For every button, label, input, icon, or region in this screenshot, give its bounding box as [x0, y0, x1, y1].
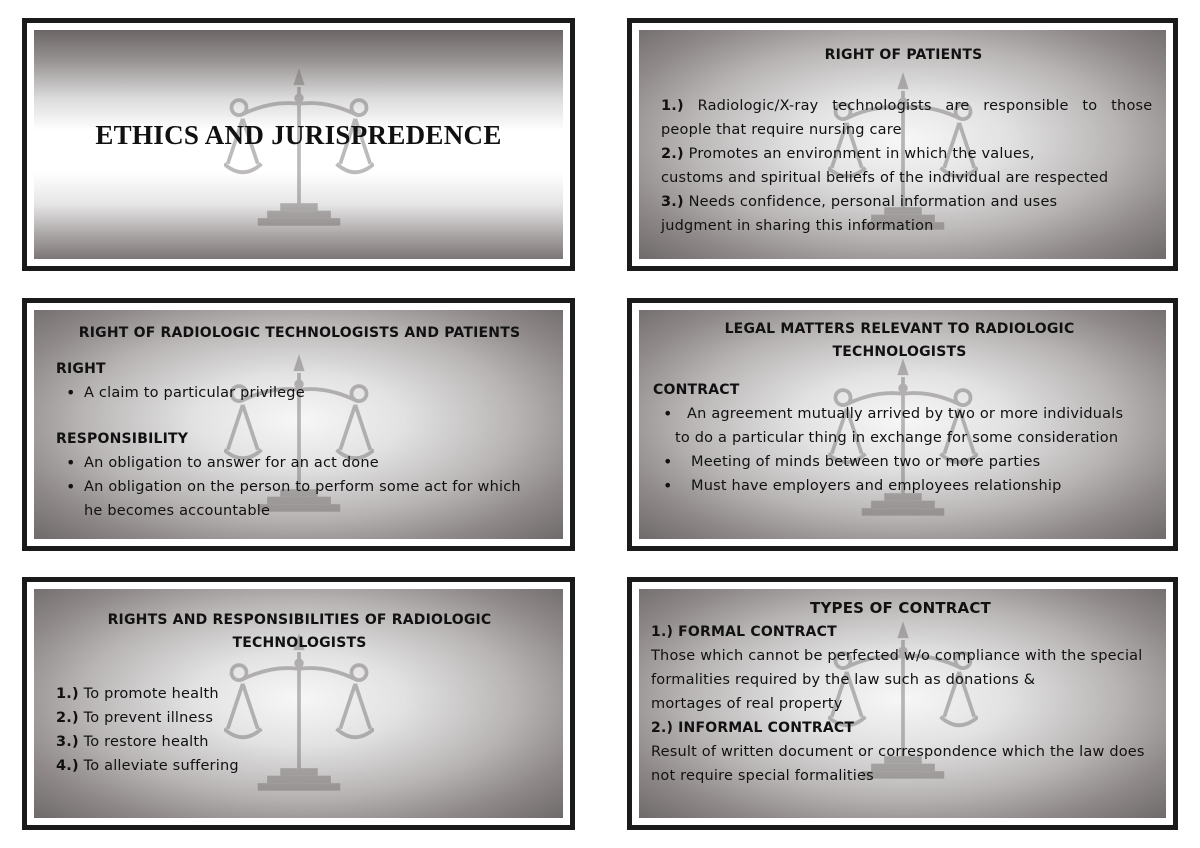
section-heading: RIGHT OF RADIOLOGIC TECHNOLOGISTS AND PATIENTS	[78, 325, 521, 341]
list-item: • Must have employers and employees relationship	[653, 474, 1146, 498]
section-heading: RIGHT OF PATIENTS	[824, 47, 983, 63]
card-rights-responsibilities	[22, 577, 575, 830]
list-item: 2.) To prevent illness	[56, 710, 214, 726]
section-heading-line1: RIGHTS AND RESPONSIBILITIES OF RADIOLOGIC	[107, 612, 492, 628]
list-item: 1.) To promote health	[56, 686, 219, 702]
card-types-of-contract	[627, 577, 1178, 830]
card-ethics-title-panel	[34, 30, 563, 259]
section-heading-line2: TECHNOLOGISTS	[832, 344, 967, 360]
section-heading-line2: TECHNOLOGISTS	[232, 635, 367, 651]
card-legal-matters-panel	[639, 310, 1166, 539]
paragraph-line: Those which cannot be perfected w/o compliance with the special	[651, 648, 1143, 664]
informal-contract-label: 2.) INFORMAL CONTRACT	[651, 720, 855, 736]
contract-list-2	[653, 450, 1146, 498]
card-right-of-patients	[627, 18, 1178, 271]
contract-label: CONTRACT	[653, 382, 740, 398]
list-item: • An obligation on the person to perform some act for which	[56, 475, 543, 499]
list-item: • A claim to particular privilege	[56, 381, 543, 405]
paragraph-line: not require special formalities	[651, 768, 874, 784]
card-types-of-contract-panel	[639, 589, 1166, 818]
section-heading-line1: LEGAL MATTERS RELEVANT TO RADIOLOGIC	[724, 321, 1075, 337]
list-item: 3.) Needs confidence, personal information and uses	[661, 194, 1058, 210]
responsibility-label: RESPONSIBILITY	[56, 431, 189, 447]
ethics-title: ETHICS AND JURISPREDENCE	[95, 120, 502, 150]
list-item: • Meeting of minds between two or more parties	[653, 450, 1146, 474]
list-item: 2.) Promotes an environment in which the values,	[661, 146, 1035, 162]
card-ethics-title	[22, 18, 575, 271]
section-heading: TYPES OF CONTRACT	[810, 599, 991, 617]
card-legal-matters	[627, 298, 1178, 551]
list-item: • An obligation to answer for an act done	[56, 451, 543, 475]
paragraph-line: formalities required by the law such as donations &	[651, 672, 1036, 688]
list-item: 4.) To alleviate suffering	[56, 758, 239, 774]
list-item-continuation: he becomes accountable	[84, 503, 271, 519]
right-label: RIGHT	[56, 361, 106, 377]
card-rights-responsibilities-panel	[34, 589, 563, 818]
contract-list	[653, 402, 1146, 426]
responsibility-list	[56, 451, 543, 499]
card-rights-technologists-patients	[22, 298, 575, 551]
list-item: customs and spiritual beliefs of the individual are respected	[661, 170, 1109, 186]
list-item-continuation: to do a particular thing in exchange for some consideration	[675, 430, 1119, 446]
list-item: • An agreement mutually arrived by two or more individuals	[653, 402, 1146, 426]
list-item: people that require nursing care	[661, 122, 902, 138]
card-right-of-patients-panel	[639, 30, 1166, 259]
list-item: 1.) Radiologic/X-ray technologists are responsible to those	[661, 98, 1153, 114]
right-list	[56, 381, 543, 405]
paragraph-line: mortages of real property	[651, 696, 843, 712]
paragraph-line: Result of written document or correspondence which the law does	[651, 744, 1145, 760]
formal-contract-label: 1.) FORMAL CONTRACT	[651, 624, 837, 640]
list-item: judgment in sharing this information	[661, 218, 934, 234]
card-rights-technologists-patients-panel	[34, 310, 563, 539]
list-item: 3.) To restore health	[56, 734, 209, 750]
